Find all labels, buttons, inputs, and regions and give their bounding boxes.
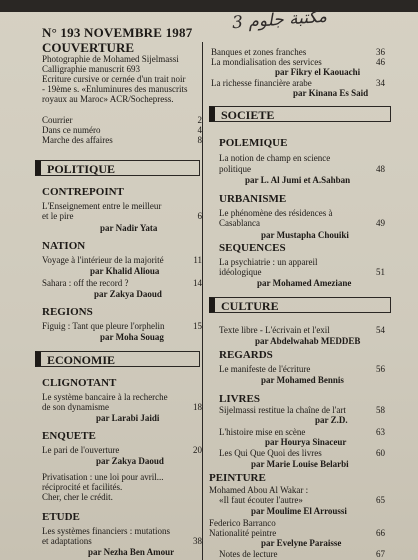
contrepoint-author: par Nadir Yata bbox=[100, 223, 158, 233]
enquete-author: par Zakya Daoud bbox=[96, 456, 164, 466]
right-top-item: Banques et zones franches 36 bbox=[211, 47, 385, 57]
livres-item-author: par Hourya Sinaceur bbox=[265, 437, 347, 447]
issue-heading: N° 193 NOVEMBRE 1987 bbox=[42, 25, 193, 40]
regions-author: par Moha Souag bbox=[100, 332, 164, 342]
nation-item-author: par Khalid Alioua bbox=[90, 266, 160, 276]
peinture-line: «Il faut écouter l'autre» 65 bbox=[219, 495, 385, 505]
nation-item: Sahara : off the record ? 14 bbox=[42, 278, 202, 288]
section-culture: CULTURE bbox=[209, 297, 391, 313]
etude-title: ETUDE bbox=[42, 511, 80, 523]
handwritten-annotation: مكتبة جلوم 3 bbox=[231, 6, 328, 34]
cover-title: COUVERTURE bbox=[42, 40, 134, 55]
regards-item: Le manifeste de l'écriture 56 bbox=[219, 364, 385, 374]
peinture-title: PEINTURE bbox=[209, 472, 266, 484]
cover-credit-line: Calligraphie manuscrit 693 bbox=[42, 64, 140, 74]
right-top-item: La richesse financière arabe 34 bbox=[211, 78, 385, 88]
sequences-line: La psychiatrie : un appareil bbox=[219, 257, 318, 267]
peinture-line: Nationalité peintre 66 bbox=[209, 528, 385, 538]
section-societe: SOCIETE bbox=[209, 106, 391, 122]
cover-credit-line: Photographie de Mohamed Sijelmassi bbox=[42, 54, 179, 64]
peinture-author: par Moulime El Arroussi bbox=[251, 506, 347, 516]
toc-item-courrier: Courrier 2 bbox=[42, 115, 202, 125]
peinture-line: Federico Barranco bbox=[209, 518, 276, 528]
toc-item-dans-ce-numero: Dans ce numéro 4 bbox=[42, 125, 202, 135]
urbanisme-author: par Mustapha Chouiki bbox=[261, 230, 349, 240]
clignotant-line: de son dynamisme 18 bbox=[42, 402, 202, 412]
sequences-author: par Mohamed Ameziane bbox=[257, 278, 352, 288]
toc-item-marche-des-affaires: Marche des affaires 8 bbox=[42, 135, 202, 145]
regions-title: REGIONS bbox=[42, 306, 93, 318]
etude-author: par Nezha Ben Amour bbox=[88, 547, 175, 557]
right-top-author: par Fikry el Kaouachi bbox=[275, 67, 361, 77]
sequences-line: idéologique 51 bbox=[219, 267, 385, 277]
regions-item: Figuig : Tant que pleure l'orphelin 15 bbox=[42, 321, 202, 331]
contrepoint-line: L'Enseignement entre le meilleur bbox=[42, 201, 162, 211]
left-column bbox=[30, 0, 200, 560]
urbanisme-line: Le phénomène des résidences à bbox=[219, 208, 333, 218]
enquete-item: Le pari de l'ouverture 20 bbox=[42, 445, 202, 455]
clignotant-title: CLIGNOTANT bbox=[42, 377, 117, 389]
livres-item-author: par Marie Louise Belarbi bbox=[251, 459, 349, 469]
column-rule bbox=[202, 42, 203, 560]
livres-item-author: par Z.D. bbox=[315, 415, 348, 425]
nation-item: Voyage à l'intérieur de la majorité 11 bbox=[42, 255, 202, 265]
livres-item: L'histoire mise en scène 63 bbox=[219, 427, 385, 437]
polemique-author: par L. Al Jumi et A.Sahban bbox=[245, 175, 351, 185]
nation-item-author: par Zakya Daoud bbox=[94, 289, 162, 299]
etude-line: et adaptations 38 bbox=[42, 536, 202, 546]
peinture-author: par Evelyne Paraisse bbox=[261, 538, 342, 548]
polemique-line: La notion de champ en science bbox=[219, 153, 331, 163]
cover-credit-line: royaux au Maroc» ACR/Sochepress. bbox=[42, 94, 174, 104]
livres-item: Sijelmassi restitue la chaîne de l'art 58 bbox=[219, 405, 385, 415]
texte-libre-author: par Abdelwahab MEDDEB bbox=[255, 336, 361, 346]
urbanisme-line: Casablanca 49 bbox=[219, 218, 385, 228]
enquete-line: Privatisation : une loi pour avril... bbox=[42, 472, 164, 482]
clignotant-line: Le système bancaire à la recherche bbox=[42, 392, 168, 402]
urbanisme-title: URBANISME bbox=[219, 193, 287, 205]
enquete-title: ENQUETE bbox=[42, 430, 96, 442]
right-top-author: par Kinana Es Said bbox=[293, 88, 369, 98]
regards-author: par Mohamed Bennis bbox=[261, 375, 344, 385]
sequences-title: SEQUENCES bbox=[219, 242, 286, 254]
cover-credit-line: - 19ème s. «Enluminures des manuscrits bbox=[42, 84, 188, 94]
contrepoint-line: et le pire 6 bbox=[42, 211, 202, 221]
right-column bbox=[205, 0, 395, 560]
contrepoint-title: CONTREPOINT bbox=[42, 186, 124, 198]
polemique-title: POLEMIQUE bbox=[219, 137, 288, 149]
livres-item: Les Qui Que Quoi des livres 60 bbox=[219, 448, 385, 458]
cover-credit-line: Ecriture cursive or cernée d'un trait noir bbox=[42, 74, 186, 84]
peinture-line: Mohamed Abou Al Wakar : bbox=[209, 485, 309, 495]
etude-line: Les systèmes financiers : mutations bbox=[42, 526, 170, 536]
clignotant-author: par Larabi Jaidi bbox=[96, 413, 160, 423]
right-top-item: La mondialisation des services 46 bbox=[211, 57, 385, 67]
section-economie: ECONOMIE bbox=[35, 351, 200, 367]
notes-de-lecture-item: Notes de lecture 67 bbox=[219, 549, 385, 559]
polemique-line: politique 48 bbox=[219, 164, 385, 174]
enquete-line: réciprocité et facilités. bbox=[42, 482, 123, 492]
enquete-line: Cher, cher le crédit. bbox=[42, 492, 113, 502]
texte-libre-item: Texte libre - L'écrivain et l'exil 54 bbox=[219, 325, 385, 335]
livres-title: LIVRES bbox=[219, 393, 260, 405]
regards-title: REGARDS bbox=[219, 349, 273, 361]
nation-title: NATION bbox=[42, 240, 86, 252]
section-politique: POLITIQUE bbox=[35, 160, 200, 176]
